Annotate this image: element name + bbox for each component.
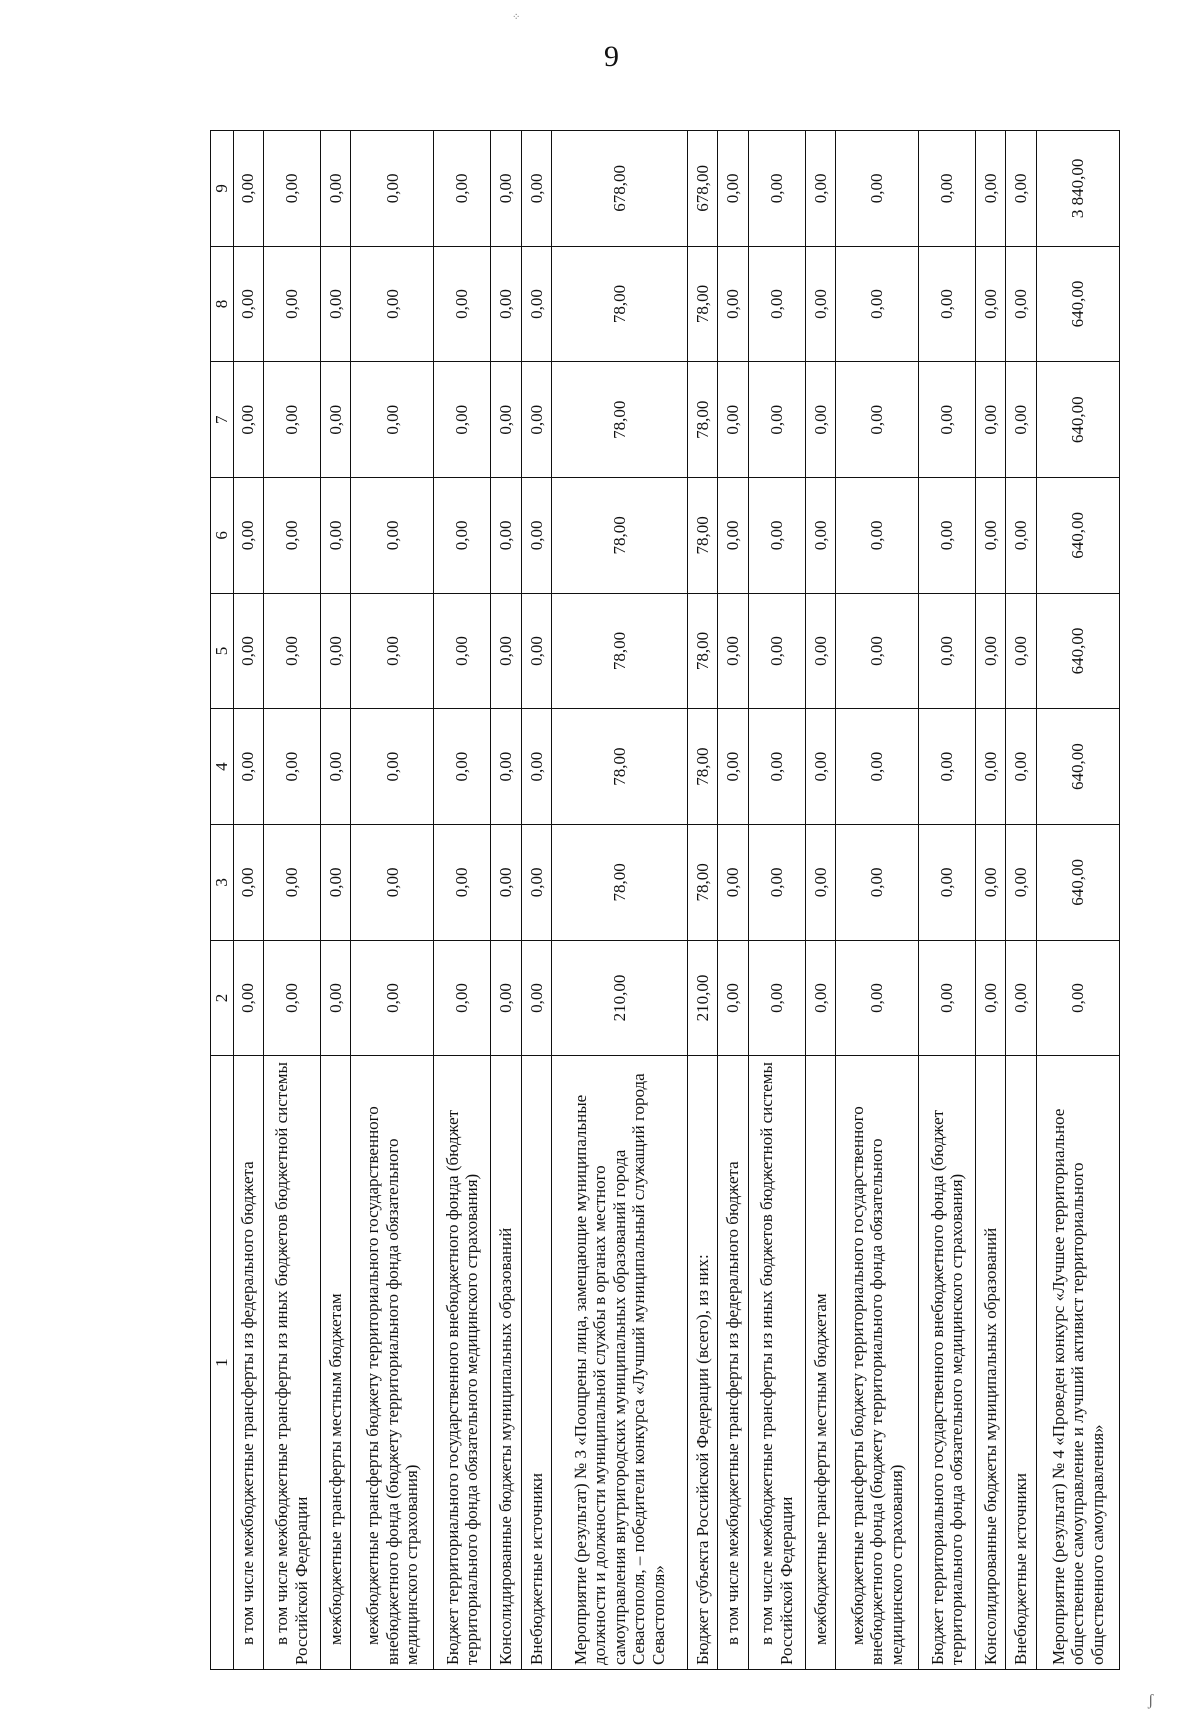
value-cell: 0,00 xyxy=(835,362,918,478)
table-row xyxy=(233,131,263,1670)
value-cell: 0,00 xyxy=(718,478,748,594)
value-cell: 0,00 xyxy=(805,824,835,940)
value-cell: 0,00 xyxy=(835,246,918,362)
row-label xyxy=(491,1056,521,1670)
row-label-text: Мероприятие (результат) № 4 «Проведен конкурс «Лучшее территориальное общественное самоуправление и лучший активист территориального общественного самоуправления» xyxy=(1048,1108,1107,1665)
value-cell: 0,00 xyxy=(351,593,434,709)
table-row xyxy=(434,131,491,1670)
value-cell: 0,00 xyxy=(975,824,1005,940)
value-cell: 0,00 xyxy=(434,940,491,1056)
row-label-text: в том числе межбюджетные трансферты из иных бюджетов бюджетной системы Российской Федерации xyxy=(757,1062,796,1665)
value-cell: 0,00 xyxy=(1006,362,1036,478)
value-cell: 0,00 xyxy=(320,709,350,825)
value-cell: 0,00 xyxy=(805,246,835,362)
budget-table xyxy=(210,130,1120,1670)
value-cell: 0,00 xyxy=(805,940,835,1056)
row-label-text: Консолидированные бюджеты муниципальных образований xyxy=(980,1227,1000,1665)
table-row xyxy=(320,131,350,1670)
value-cell: 0,00 xyxy=(320,246,350,362)
value-cell: 0,00 xyxy=(521,824,551,940)
value-cell: 0,00 xyxy=(351,362,434,478)
value-cell: 0,00 xyxy=(521,246,551,362)
value-cell: 0,00 xyxy=(434,593,491,709)
value-cell: 0,00 xyxy=(835,709,918,825)
value-cell: 0,00 xyxy=(434,131,491,247)
value-cell: 0,00 xyxy=(263,478,320,594)
value-cell: 0,00 xyxy=(1036,940,1119,1056)
column-header-4: 4 xyxy=(211,709,234,825)
table-row xyxy=(718,131,748,1670)
value-cell: 678,00 xyxy=(687,131,717,247)
value-cell: 0,00 xyxy=(320,478,350,594)
value-cell: 0,00 xyxy=(491,478,521,594)
value-cell: 78,00 xyxy=(687,709,717,825)
rotated-table-area xyxy=(210,130,1120,1670)
value-cell: 0,00 xyxy=(320,593,350,709)
value-cell: 0,00 xyxy=(805,709,835,825)
row-label xyxy=(351,1056,434,1670)
value-cell: 78,00 xyxy=(687,593,717,709)
value-cell: 0,00 xyxy=(320,362,350,478)
row-label xyxy=(1006,1056,1036,1670)
value-cell: 0,00 xyxy=(521,593,551,709)
table-row xyxy=(491,131,521,1670)
value-cell: 0,00 xyxy=(805,593,835,709)
value-cell: 0,00 xyxy=(233,362,263,478)
table-row xyxy=(351,131,434,1670)
value-cell: 0,00 xyxy=(748,362,805,478)
value-cell: 0,00 xyxy=(434,362,491,478)
value-cell: 78,00 xyxy=(552,824,688,940)
row-label xyxy=(718,1056,748,1670)
value-cell: 0,00 xyxy=(975,709,1005,825)
value-cell: 0,00 xyxy=(491,593,521,709)
value-cell: 0,00 xyxy=(748,246,805,362)
row-label-text: Бюджет территориального государственного внебюджетного фонда (бюджет территориального фонда обязательного медицинского страхования) xyxy=(927,1109,967,1665)
value-cell: 0,00 xyxy=(233,940,263,1056)
column-header-1: 1 xyxy=(211,1056,234,1670)
value-cell: 0,00 xyxy=(748,824,805,940)
value-cell: 0,00 xyxy=(521,362,551,478)
value-cell: 0,00 xyxy=(521,131,551,247)
row-label xyxy=(1036,1056,1119,1670)
value-cell: 78,00 xyxy=(687,246,717,362)
value-cell: 0,00 xyxy=(434,709,491,825)
value-cell: 0,00 xyxy=(263,709,320,825)
value-cell: 210,00 xyxy=(687,940,717,1056)
value-cell: 640,00 xyxy=(1036,709,1119,825)
table-row xyxy=(1006,131,1036,1670)
row-label-text: межбюджетные трансферты бюджету территориального государственного внебюджетного фонда (бюджету территориального фонда обязательного медицинского страхования) xyxy=(362,1106,422,1665)
row-label-text: в том числе межбюджетные трансферты из федерального бюджета xyxy=(238,1161,258,1645)
value-cell: 0,00 xyxy=(1006,709,1036,825)
value-cell: 0,00 xyxy=(491,362,521,478)
value-cell: 0,00 xyxy=(320,131,350,247)
row-label-text: Внебюджетные источники xyxy=(526,1473,546,1665)
column-header-6: 6 xyxy=(211,478,234,594)
value-cell: 0,00 xyxy=(748,131,805,247)
value-cell: 78,00 xyxy=(552,709,688,825)
value-cell: 210,00 xyxy=(552,940,688,1056)
table-row xyxy=(552,131,688,1670)
value-cell: 0,00 xyxy=(919,362,976,478)
value-cell: 78,00 xyxy=(687,478,717,594)
value-cell: 0,00 xyxy=(975,131,1005,247)
row-label xyxy=(320,1056,350,1670)
column-header-7: 7 xyxy=(211,362,234,478)
row-label-text: Мероприятие (результат) № 3 «Поощрены лица, замещающие муниципальные должности и должности муниципальной службы в органах местного самоуправления внутригородских муниципальных образований города Севастополя, – победители конкурса «Лучший муниципальный служащий города Севастополя» xyxy=(570,1073,668,1665)
row-label xyxy=(521,1056,551,1670)
value-cell: 0,00 xyxy=(748,593,805,709)
value-cell: 0,00 xyxy=(975,478,1005,594)
value-cell: 0,00 xyxy=(263,940,320,1056)
value-cell: 0,00 xyxy=(805,362,835,478)
value-cell: 78,00 xyxy=(687,824,717,940)
value-cell: 0,00 xyxy=(521,940,551,1056)
value-cell: 0,00 xyxy=(748,940,805,1056)
value-cell: 640,00 xyxy=(1036,593,1119,709)
row-label-text: в том числе межбюджетные трансферты из иных бюджетов бюджетной системы Российской Федерации xyxy=(272,1062,311,1665)
value-cell: 0,00 xyxy=(233,246,263,362)
value-cell: 0,00 xyxy=(835,940,918,1056)
value-cell: 0,00 xyxy=(718,824,748,940)
row-label xyxy=(233,1056,263,1670)
row-label xyxy=(552,1056,688,1670)
value-cell: 0,00 xyxy=(521,478,551,594)
value-cell: 0,00 xyxy=(320,940,350,1056)
value-cell: 0,00 xyxy=(434,246,491,362)
value-cell: 0,00 xyxy=(919,478,976,594)
value-cell: 0,00 xyxy=(718,246,748,362)
row-label xyxy=(835,1056,918,1670)
column-header-2: 2 xyxy=(211,940,234,1056)
value-cell: 0,00 xyxy=(748,478,805,594)
page-number: 9 xyxy=(604,40,619,73)
value-cell: 0,00 xyxy=(233,478,263,594)
value-cell: 0,00 xyxy=(351,709,434,825)
table-row xyxy=(919,131,976,1670)
value-cell: 0,00 xyxy=(805,131,835,247)
value-cell: 78,00 xyxy=(552,362,688,478)
value-cell: 640,00 xyxy=(1036,824,1119,940)
row-label-text: межбюджетные трансферты бюджету территориального государственного внебюджетного фонда (бюджету территориального фонда обязательного медицинского страхования) xyxy=(847,1106,906,1665)
value-cell: 0,00 xyxy=(1006,131,1036,247)
value-cell: 0,00 xyxy=(975,362,1005,478)
table-row xyxy=(835,131,918,1670)
value-cell: 0,00 xyxy=(835,131,918,247)
value-cell: 0,00 xyxy=(233,593,263,709)
value-cell: 0,00 xyxy=(718,593,748,709)
value-cell: 0,00 xyxy=(351,940,434,1056)
value-cell: 78,00 xyxy=(687,362,717,478)
value-cell: 0,00 xyxy=(718,131,748,247)
value-cell: 0,00 xyxy=(351,824,434,940)
value-cell: 0,00 xyxy=(351,131,434,247)
value-cell: 0,00 xyxy=(919,246,976,362)
value-cell: 0,00 xyxy=(1006,940,1036,1056)
value-cell: 0,00 xyxy=(835,478,918,594)
value-cell: 78,00 xyxy=(552,478,688,594)
value-cell: 0,00 xyxy=(919,593,976,709)
column-header-9: 9 xyxy=(211,131,234,247)
value-cell: 0,00 xyxy=(491,940,521,1056)
value-cell: 0,00 xyxy=(263,362,320,478)
table-row xyxy=(975,131,1005,1670)
value-cell: 0,00 xyxy=(718,940,748,1056)
value-cell: 0,00 xyxy=(233,824,263,940)
value-cell: 0,00 xyxy=(263,246,320,362)
value-cell: 0,00 xyxy=(351,478,434,594)
value-cell: 0,00 xyxy=(1006,593,1036,709)
row-label xyxy=(687,1056,717,1670)
value-cell: 0,00 xyxy=(835,824,918,940)
value-cell: 0,00 xyxy=(975,246,1005,362)
table-row xyxy=(263,131,320,1670)
value-cell: 0,00 xyxy=(1006,478,1036,594)
value-cell: 0,00 xyxy=(263,824,320,940)
value-cell: 0,00 xyxy=(718,709,748,825)
value-cell: 0,00 xyxy=(975,593,1005,709)
row-label xyxy=(434,1056,491,1670)
value-cell: 0,00 xyxy=(805,478,835,594)
value-cell: 0,00 xyxy=(1006,824,1036,940)
value-cell: 0,00 xyxy=(491,709,521,825)
table-row xyxy=(521,131,551,1670)
column-header-3: 3 xyxy=(211,824,234,940)
table-row xyxy=(748,131,805,1670)
value-cell: 0,00 xyxy=(434,824,491,940)
row-label-text: межбюджетные трансферты местным бюджетам xyxy=(325,1293,345,1645)
row-label-text: Бюджет территориального государственного внебюджетного фонда (бюджет территориального фонда обязательного медицинского страхования) xyxy=(442,1109,482,1665)
row-label xyxy=(919,1056,976,1670)
value-cell: 0,00 xyxy=(351,246,434,362)
value-cell: 0,00 xyxy=(919,131,976,247)
value-cell: 678,00 xyxy=(552,131,688,247)
value-cell: 0,00 xyxy=(491,246,521,362)
value-cell: 78,00 xyxy=(552,246,688,362)
table-header-row xyxy=(211,131,234,1670)
value-cell: 0,00 xyxy=(233,709,263,825)
value-cell: 0,00 xyxy=(491,131,521,247)
value-cell: 0,00 xyxy=(320,824,350,940)
value-cell: 0,00 xyxy=(263,593,320,709)
value-cell: 3 840,00 xyxy=(1036,131,1119,247)
table-row xyxy=(805,131,835,1670)
row-label-text: Бюджет субъекта Российской Федерации (всего), из них: xyxy=(692,1254,712,1665)
row-label-text: Консолидированные бюджеты муниципальных образований xyxy=(496,1227,516,1665)
value-cell: 640,00 xyxy=(1036,362,1119,478)
row-label xyxy=(805,1056,835,1670)
value-cell: 0,00 xyxy=(263,131,320,247)
value-cell: 0,00 xyxy=(748,709,805,825)
value-cell: 0,00 xyxy=(233,131,263,247)
value-cell: 0,00 xyxy=(491,824,521,940)
column-header-5: 5 xyxy=(211,593,234,709)
value-cell: 0,00 xyxy=(521,709,551,825)
table-row xyxy=(1036,131,1119,1670)
row-label xyxy=(263,1056,320,1670)
value-cell: 0,00 xyxy=(434,478,491,594)
row-label-text: Внебюджетные источники xyxy=(1011,1473,1031,1665)
value-cell: 0,00 xyxy=(1006,246,1036,362)
row-label-text: межбюджетные трансферты местным бюджетам xyxy=(810,1293,830,1645)
table-row xyxy=(687,131,717,1670)
value-cell: 0,00 xyxy=(919,824,976,940)
row-label xyxy=(748,1056,805,1670)
scan-speck: ʃ xyxy=(1148,1692,1154,1709)
value-cell: 0,00 xyxy=(718,362,748,478)
value-cell: 78,00 xyxy=(552,593,688,709)
value-cell: 0,00 xyxy=(919,709,976,825)
value-cell: 640,00 xyxy=(1036,478,1119,594)
value-cell: 0,00 xyxy=(919,940,976,1056)
scan-speck: ⁘ xyxy=(512,12,521,23)
row-label-text: в том числе межбюджетные трансферты из федерального бюджета xyxy=(723,1161,743,1645)
value-cell: 0,00 xyxy=(835,593,918,709)
column-header-8: 8 xyxy=(211,246,234,362)
value-cell: 640,00 xyxy=(1036,246,1119,362)
value-cell: 0,00 xyxy=(975,940,1005,1056)
row-label xyxy=(975,1056,1005,1670)
